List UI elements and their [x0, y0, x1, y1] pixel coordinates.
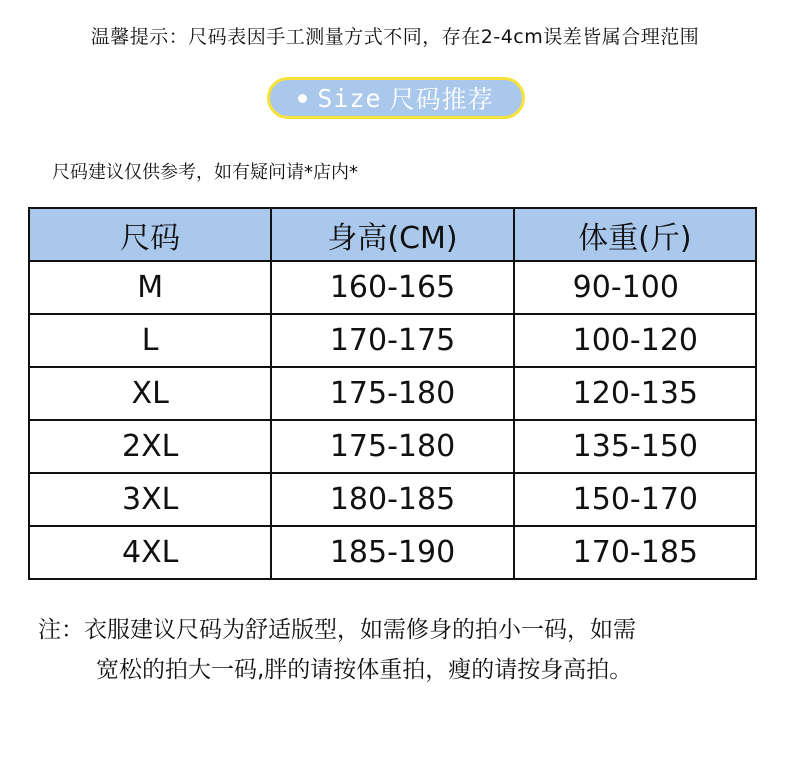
table-row [29, 473, 756, 526]
cell-size: 3XL [29, 473, 271, 526]
cell-weight: 100-120 [514, 314, 756, 367]
badge-label-zh: 尺码推荐 [389, 85, 494, 114]
table-row [29, 420, 756, 473]
cell-size: 4XL [29, 526, 271, 579]
cell-height: 170-175 [271, 314, 513, 367]
fit-note [38, 610, 758, 690]
cell-height: 175-180 [271, 367, 513, 420]
fit-note-line-1: 注：衣服建议尺码为舒适版型，如需修身的拍小一码，如需 [38, 617, 636, 643]
cell-weight: 150-170 [514, 473, 756, 526]
cell-height: 180-185 [271, 473, 513, 526]
cell-size: M [29, 261, 271, 314]
badge-label-en: Size [317, 83, 382, 113]
cell-height: 160-165 [271, 261, 513, 314]
header-size: 尺码 [29, 208, 271, 261]
cell-weight: 90-100 [514, 261, 756, 314]
cell-size: 2XL [29, 420, 271, 473]
header-height: 身高(CM) [271, 208, 513, 261]
table-row [29, 526, 756, 579]
cell-weight: 170-185 [514, 526, 756, 579]
cell-weight: 135-150 [514, 420, 756, 473]
cell-height: 175-180 [271, 420, 513, 473]
table-header-row [29, 208, 756, 261]
size-recommend-badge [267, 77, 525, 119]
header-weight: 体重(斤) [514, 208, 756, 261]
cell-height: 185-190 [271, 526, 513, 579]
table-row [29, 314, 756, 367]
table-row [29, 261, 756, 314]
table-row [29, 367, 756, 420]
bullet-icon [298, 94, 307, 103]
size-notice: 温馨提示：尺码表因手工测量方式不同，存在2-4cm误差皆属合理范围 [90, 26, 700, 48]
size-advice: 尺码建议仅供参考，如有疑问请*店内* [52, 162, 358, 183]
fit-note-line-2: 宽松的拍大一码,胖的请按体重拍，瘦的请按身高拍。 [96, 657, 633, 683]
size-table [28, 207, 757, 580]
cell-weight: 120-135 [514, 367, 756, 420]
cell-size: L [29, 314, 271, 367]
cell-size: XL [29, 367, 271, 420]
